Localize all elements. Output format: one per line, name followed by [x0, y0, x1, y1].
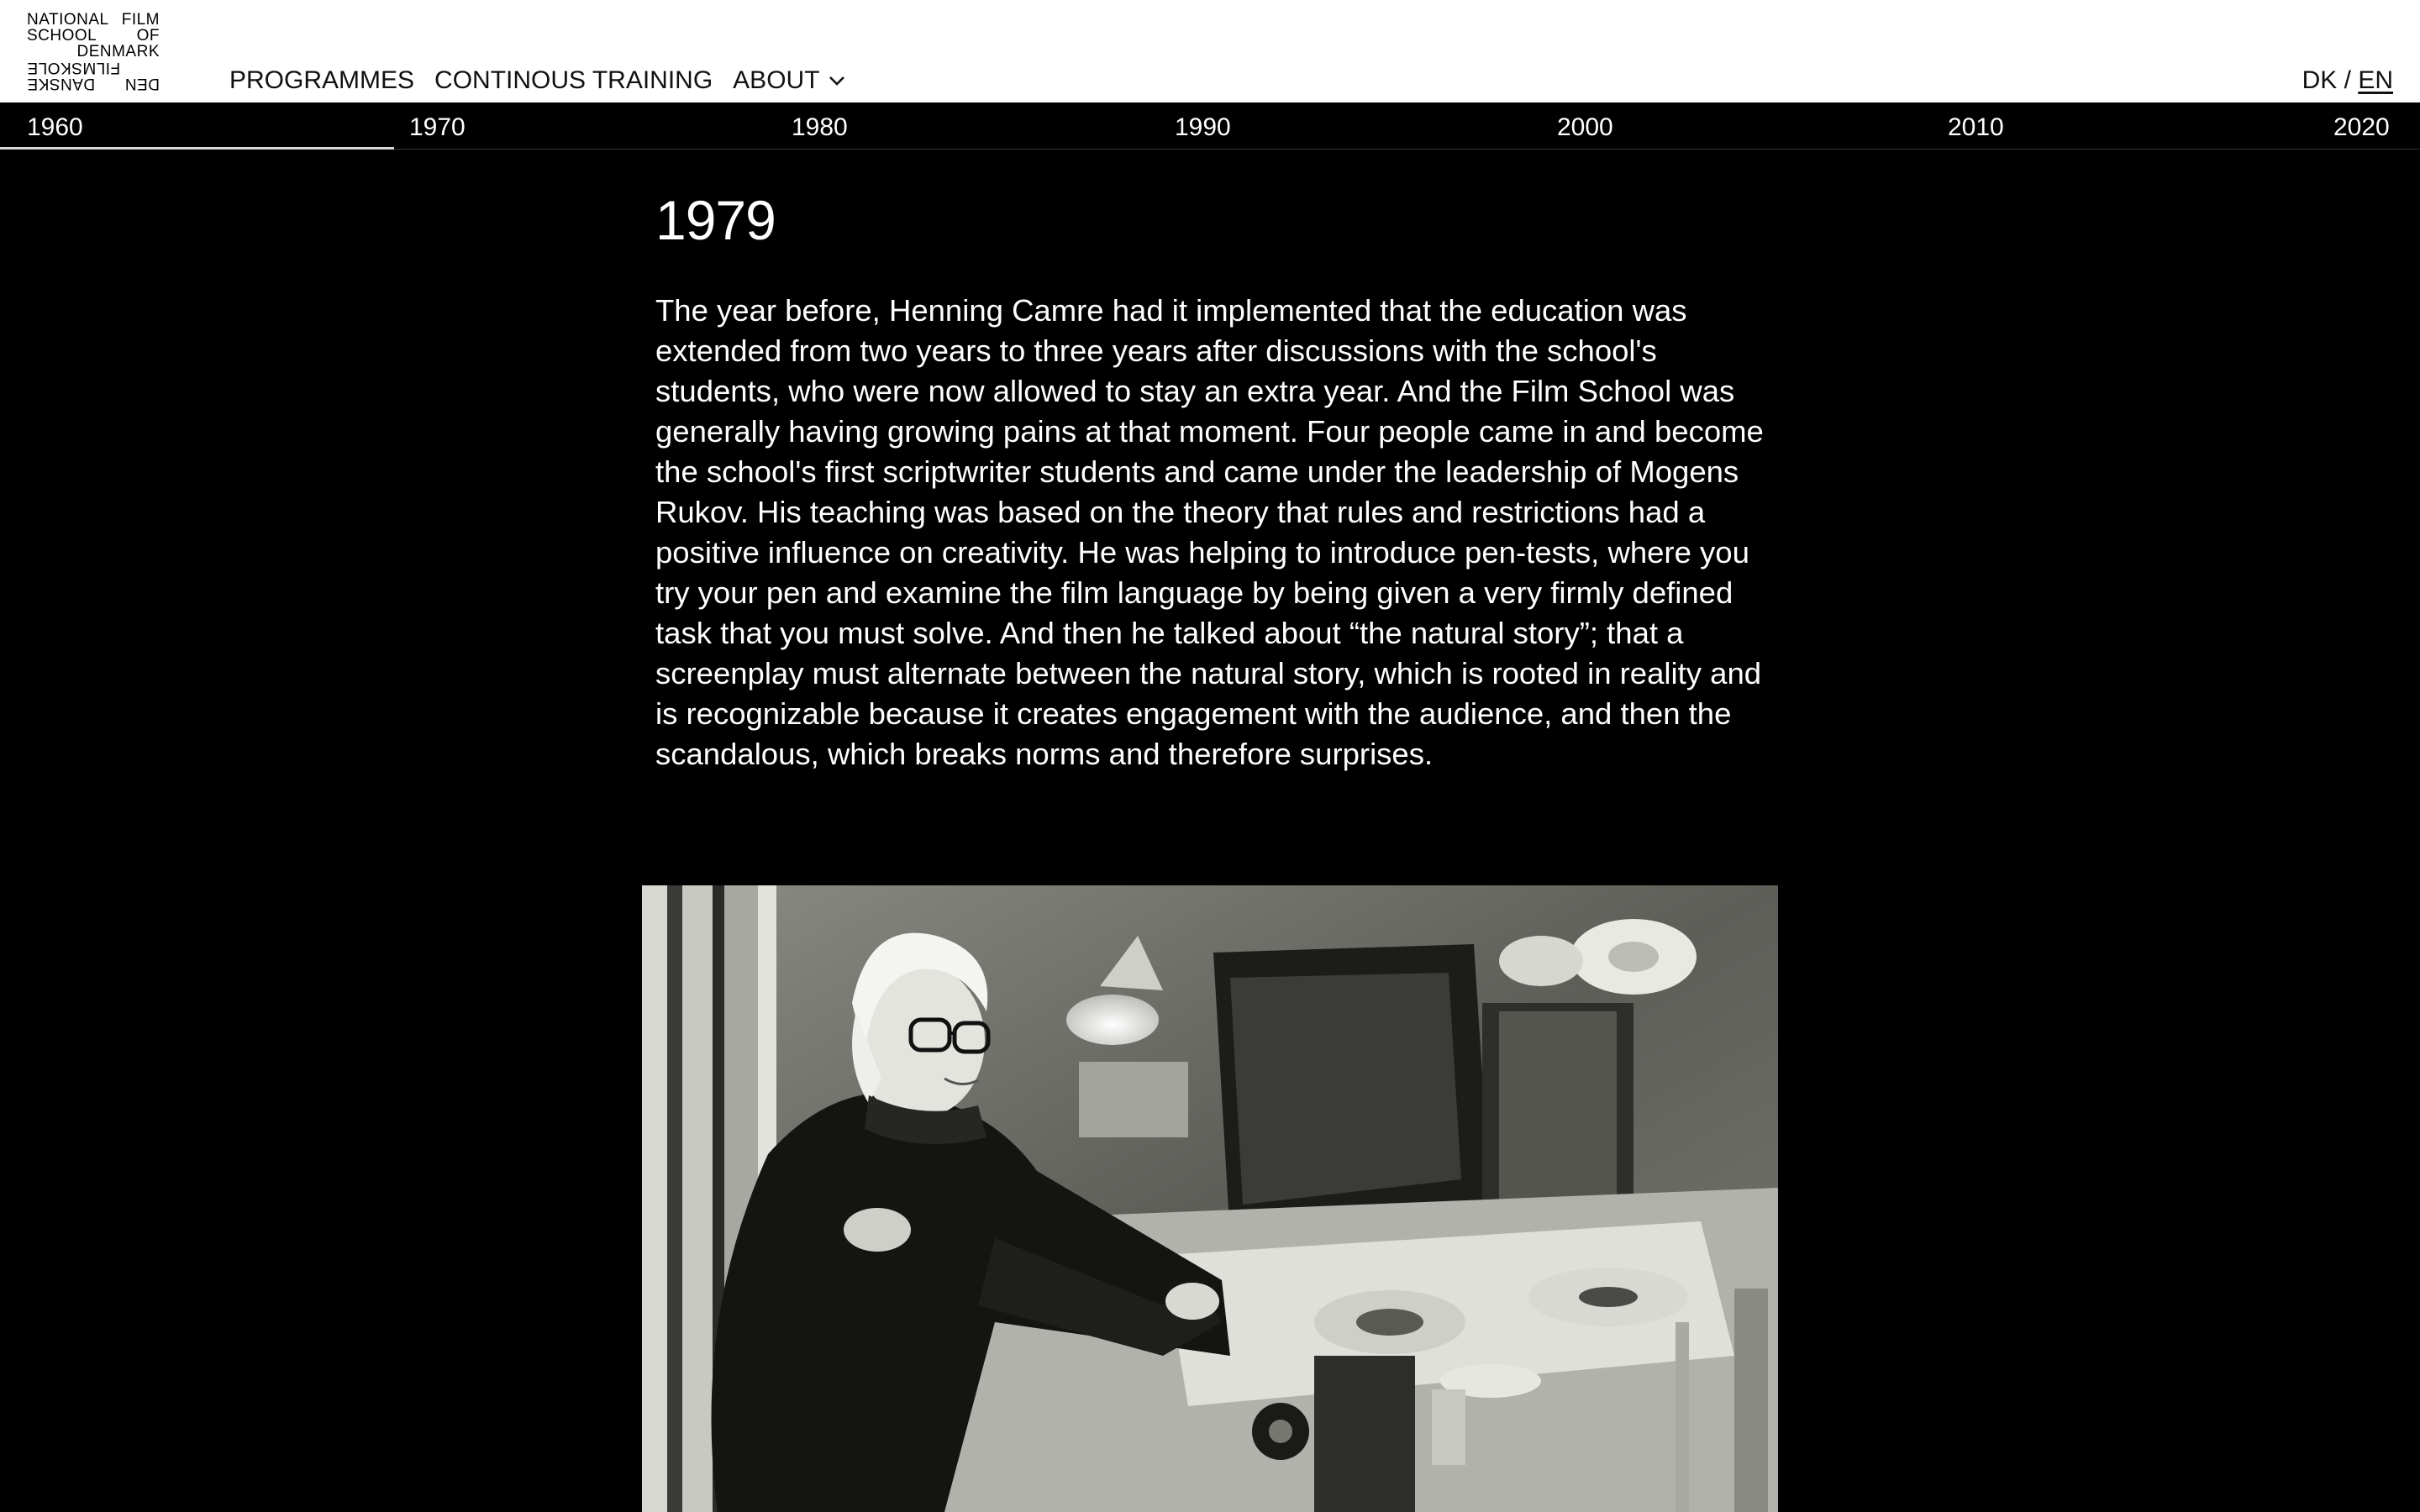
nav-continous-training[interactable]: CONTINOUS TRAINING: [434, 66, 713, 94]
decade-2020[interactable]: 2020: [2333, 113, 2390, 141]
decade-1980[interactable]: 1980: [792, 113, 848, 141]
lang-en-link[interactable]: EN: [2358, 66, 2393, 94]
decade-timeline: [0, 102, 2420, 150]
article-photo: [642, 885, 1778, 1512]
logo-text: FILM: [121, 11, 160, 29]
nav-programmes[interactable]: PROGRAMMES: [229, 66, 415, 94]
main-nav: [229, 64, 847, 97]
school-logo[interactable]: [27, 12, 160, 92]
logo-text: SCHOOL: [27, 27, 97, 45]
logo-text: DANSKE: [27, 75, 96, 92]
logo-text: DEN: [124, 75, 160, 92]
logo-text: FILMSKOLE: [27, 59, 121, 76]
logo-text: OF: [136, 27, 160, 45]
chevron-down-icon: [827, 71, 847, 91]
lang-dk-link[interactable]: DK: [2302, 66, 2338, 94]
year-heading: 1979: [655, 189, 776, 251]
decade-1970[interactable]: 1970: [409, 113, 466, 141]
article-body: The year before, Henning Camre had it implemented that the education was extended from two years to three years after discussions with the school's students, who were now allowed to stay an extra year. And the Film School was generally having growing pains at that moment. Four people came in and become the school's first scriptwriter students and came under the leadership of Mogens Rukov. His teaching was based on the theory that rules and restrictions had a positive influence on creativity. He was helping to introduce pen-tests, where you try your pen and examine the film language by being given a very firmly defined task that you must solve. And then he talked about “the natural story”; that a screenplay must alternate between the natural story, which is rooted in reality and is recognizable because it creates engagement with the audience, and then the scandalous, which breaks norms and therefore surprises.: [655, 293, 1764, 771]
site-header: [0, 0, 2420, 102]
article-section: [655, 185, 1781, 774]
decade-1990[interactable]: 1990: [1175, 113, 1231, 141]
language-switcher: [2302, 64, 2393, 97]
decade-2000[interactable]: 2000: [1557, 113, 1613, 141]
logo-text: DENMARK: [76, 43, 160, 60]
logo-text: NATIONAL: [27, 11, 109, 29]
timeline-progress-track: [0, 147, 2420, 150]
decade-1960[interactable]: 1960: [27, 113, 83, 141]
lang-separator: /: [2344, 66, 2351, 94]
nav-about[interactable]: [733, 64, 846, 97]
decade-2010[interactable]: 2010: [1948, 113, 2004, 141]
nav-about-label: ABOUT: [733, 66, 820, 94]
logo-flipped-block: [27, 60, 160, 92]
timeline-progress-fill: [0, 147, 394, 150]
editing-room-photo: [642, 885, 1778, 1512]
